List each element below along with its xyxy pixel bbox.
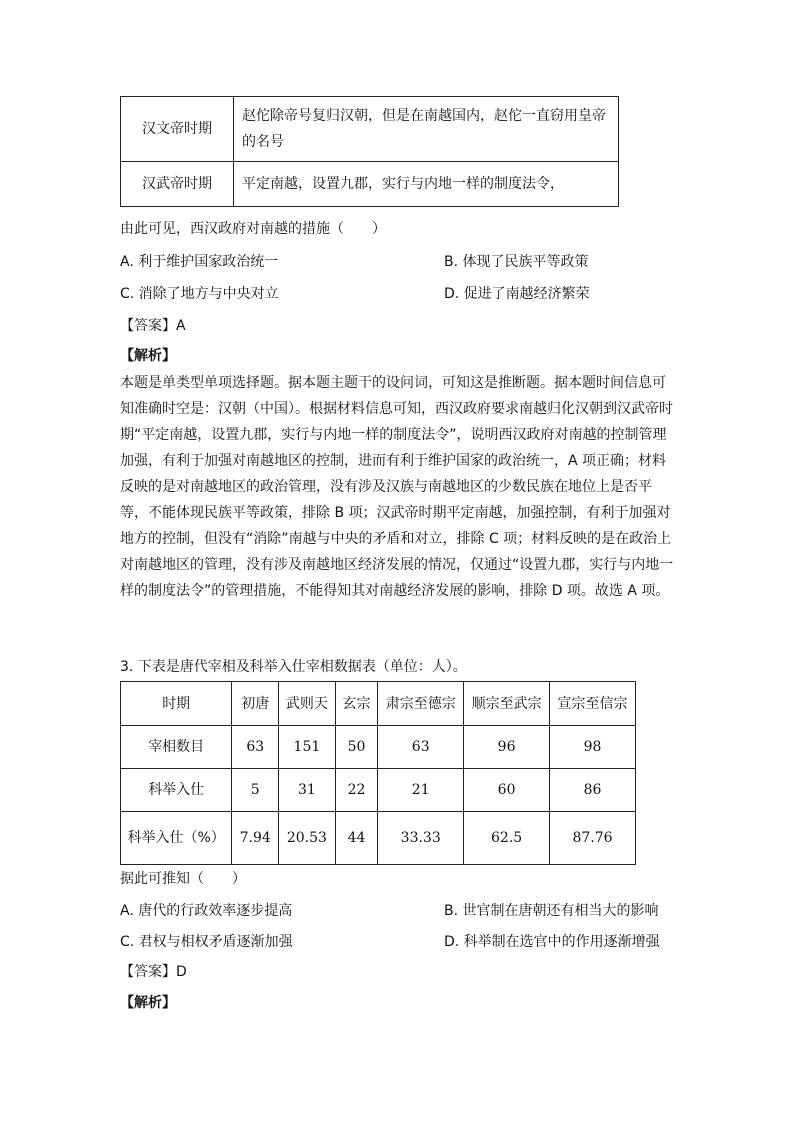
option-b: B. 世官制在唐朝还有相当大的影响 — [444, 903, 659, 919]
analysis-paragraph — [120, 370, 680, 604]
analysis-line: 对南越地区的管理，没有涉及南越地区经济发展的情况，仅通过“设置九郡，实行与内地一 — [120, 557, 674, 573]
option-d: D. 科举制在选官中的作用逐渐增强 — [444, 934, 660, 950]
tang-chancellor-table — [120, 681, 636, 865]
table-cell-period: 汉武帝时期 — [121, 162, 234, 207]
option-d: D. 促进了南越经济繁荣 — [444, 286, 590, 302]
table-cell: 31 — [279, 769, 336, 812]
table-cell: 98 — [549, 726, 635, 769]
row-label: 科举入仕 — [121, 769, 232, 812]
table-cell: 50 — [335, 726, 377, 769]
table-cell: 20.53 — [279, 812, 336, 865]
table-cell: 63 — [232, 726, 279, 769]
header-cell: 玄宗 — [335, 682, 377, 726]
table-cell: 22 — [335, 769, 377, 812]
table-cell: 151 — [279, 726, 336, 769]
table-cell: 7.94 — [232, 812, 279, 865]
option-b: B. 体现了民族平等政策 — [444, 254, 589, 270]
header-cell: 宣宗至信宗 — [549, 682, 635, 726]
table-cell: 33.33 — [378, 812, 464, 865]
answer-label: 【答案】D — [120, 964, 187, 980]
table-cell: 87.76 — [549, 812, 635, 865]
table-cell: 86 — [549, 769, 635, 812]
table-cell: 60 — [464, 769, 550, 812]
table-row — [121, 726, 636, 769]
table-cell-period: 汉文帝时期 — [121, 97, 234, 162]
header-cell: 武则天 — [279, 682, 336, 726]
table-cell-desc — [234, 162, 619, 207]
question-stem: 由此可见，西汉政府对南越的措施（ ） — [120, 221, 386, 237]
header-cell: 初唐 — [232, 682, 279, 726]
analysis-line: 加强，有利于加强对南越地区的控制，进而有利于维护国家的政治统一，A 项正确；材料 — [120, 453, 667, 469]
table-row — [121, 812, 636, 865]
analysis-line: 反映的是对南越地区的政治管理，没有涉及汉族与南越地区的少数民族在地位上是否平 — [120, 479, 652, 495]
analysis-line: 地方的控制，但没有“消除”南越与中央的矛盾和对立，排除 C 项；材料反映的是在政治上 — [120, 531, 672, 547]
analysis-line: 等，不能体现民族平等政策，排除 B 项；汉武帝时期平定南越，加强控制，有利于加强对 — [120, 505, 671, 521]
row-label: 宰相数目 — [121, 726, 232, 769]
answer-label: 【答案】A — [120, 318, 186, 334]
desc-line: 的名号 — [242, 134, 284, 150]
analysis-line: 样的制度法令”的管理措施，不能得知其对南越经济发展的影响，排除 D 项。故选 A 项。 — [120, 583, 670, 599]
option-a: A. 唐代的行政效率逐步提高 — [120, 903, 293, 919]
option-c: C. 消除了地方与中央对立 — [120, 286, 279, 302]
desc-line: 平定南越，设置九郡，实行与内地一样的制度法令， — [242, 176, 564, 192]
analysis-line: 本题是单类型单项选择题。据本题主题干的设问词，可知这是推断题。据本题时间信息可 — [120, 375, 666, 391]
analysis-line: 期“平定南越，设置九郡，实行与内地一样的制度法令”，说明西汉政府对南越的控制管理 — [120, 427, 667, 443]
han-policy-table — [120, 96, 619, 207]
table-cell: 62.5 — [464, 812, 550, 865]
analysis-title: 【解析】 — [120, 995, 176, 1011]
table-cell: 21 — [378, 769, 464, 812]
desc-line: 赵佗除帝号复归汉朝，但是在南越国内，赵佗一直窃用皇帝 — [242, 108, 606, 124]
header-cell: 肃宗至德宗 — [378, 682, 464, 726]
analysis-title: 【解析】 — [120, 348, 176, 364]
table-cell: 5 — [232, 769, 279, 812]
table-cell: 63 — [378, 726, 464, 769]
table-cell-desc — [234, 97, 619, 162]
header-cell: 顺宗至武宗 — [464, 682, 550, 726]
table-row — [121, 97, 619, 162]
table-row — [121, 769, 636, 812]
row-label: 科举入仕（%） — [121, 812, 232, 865]
header-cell: 时期 — [121, 682, 232, 726]
question-3-stem: 3. 下表是唐代宰相及科举入仕宰相数据表（单位：人）。 — [120, 659, 467, 675]
table-cell: 44 — [335, 812, 377, 865]
table-cell: 96 — [464, 726, 550, 769]
table-row — [121, 162, 619, 207]
analysis-line: 知准确时空是：汉朝（中国）。根据材料信息可知，西汉政府要求南越归化汉朝到汉武帝时 — [120, 401, 673, 417]
option-a: A. 利于维护国家政治统一 — [120, 254, 279, 270]
option-c: C. 君权与相权矛盾逐渐加强 — [120, 934, 293, 950]
table-header-row — [121, 682, 636, 726]
question-3-prompt: 据此可推知（ ） — [120, 871, 246, 887]
